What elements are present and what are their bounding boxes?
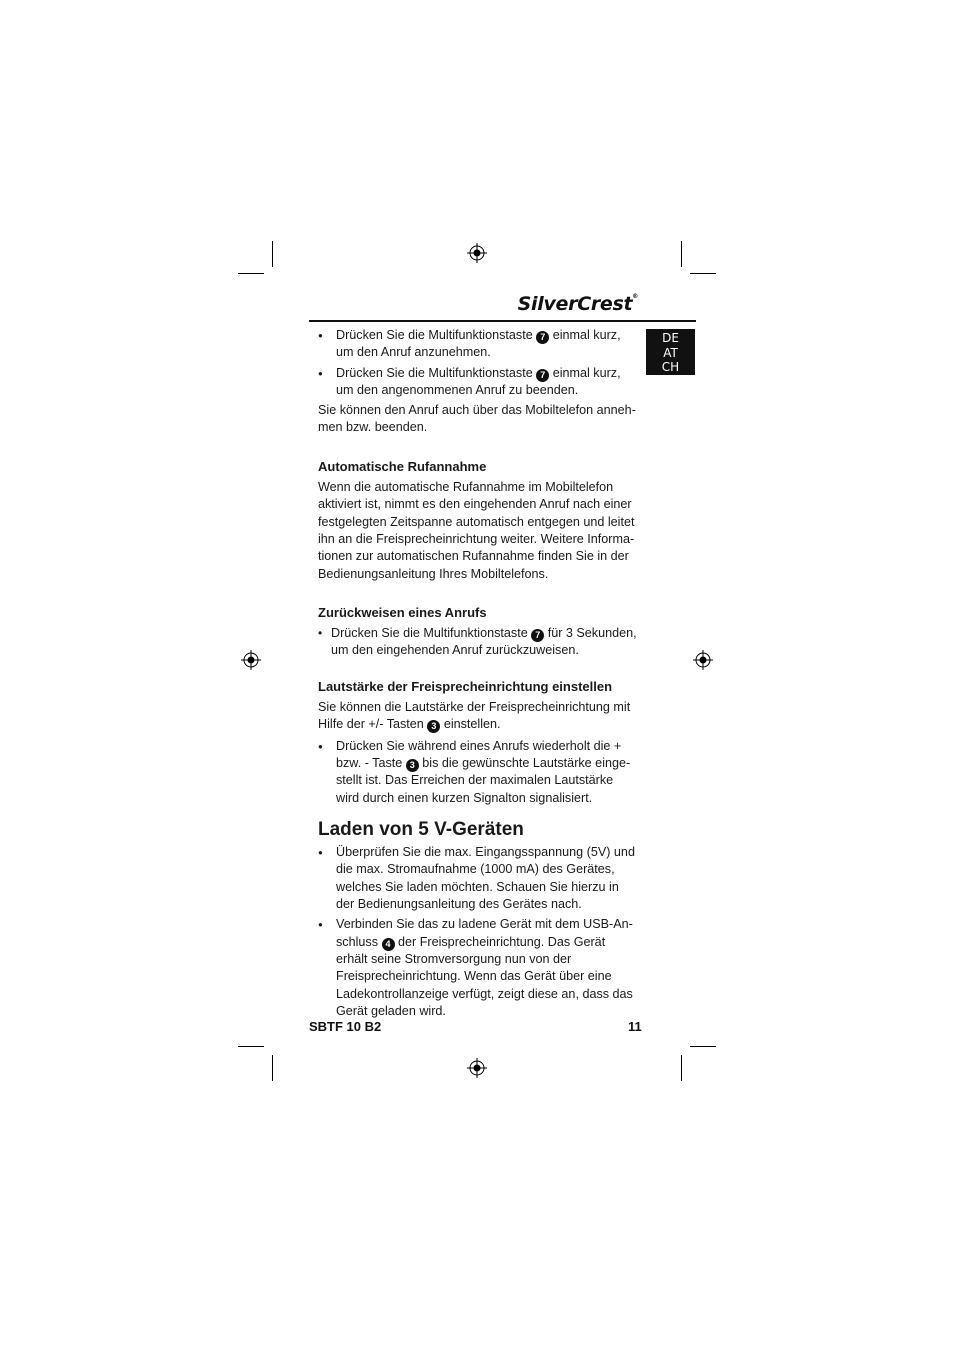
crop-mark <box>690 1046 716 1047</box>
part-number-badge: 7 <box>536 331 549 344</box>
trademark-symbol: ® <box>632 293 638 300</box>
crop-mark <box>238 1046 264 1047</box>
section-heading: Zurückweisen eines Anrufs <box>318 604 487 620</box>
brand-logo-text: SilverCrest <box>517 293 633 315</box>
header-rule <box>309 320 696 322</box>
registration-mark-icon <box>467 1058 487 1078</box>
registration-mark-icon <box>693 650 713 670</box>
registration-mark-icon <box>467 243 487 263</box>
part-number-badge: 4 <box>382 938 395 951</box>
brand-logo <box>500 293 638 315</box>
language-code: DE <box>662 331 679 345</box>
language-code: CH <box>661 360 680 374</box>
list-item: ● Drücken Sie die Multifunktionstaste 7 einmal kurz, um den angenommenen Anruf zu beenden. <box>318 365 638 400</box>
crop-mark <box>681 241 682 267</box>
paragraph: Wenn die automatische Rufannahme im Mobiltelefon aktiviert ist, nimmt es den eingehenden Anruf nach einer festgelegten Zeitspanne automatisch entgegen und leitet ihn an die Freisprecheinrichtung weiter. Weitere Informationen zur automatischen Rufannahme finden Sie in der Bedienungsanleitung Ihres Mobiltelefons. <box>318 480 635 581</box>
list-item: ● Drücken Sie während eines Anrufs wiederholt die + bzw. - Taste 3 bis die gewünschte Lautstärke eingestellt ist. Das Erreichen der maximalen Lautstärke wird durch einen kurzen Signalton signalisiert. <box>318 738 638 807</box>
crop-mark <box>690 273 716 274</box>
part-number-badge: 7 <box>536 369 549 382</box>
chapter-heading: Laden von 5 V-Geräten <box>318 818 524 840</box>
crop-mark <box>681 1055 682 1081</box>
paragraph: Sie können die Lautstärke der Freisprecheinrichtung mit Hilfe der +/- Tasten 3 einstellen. <box>318 700 631 732</box>
list-item: ● Drücken Sie die Multifunktionstaste 7 einmal kurz, um den Anruf anzunehmen. <box>318 327 638 362</box>
part-number-badge: 3 <box>427 720 440 733</box>
crop-mark <box>238 273 264 274</box>
language-code: AT <box>663 345 678 360</box>
part-number-badge: 3 <box>406 759 419 772</box>
list-item: • Drücken Sie die Multifunktionstaste 7 für 3 Sekunden, um den eingehenden Anruf zurückzuweisen. <box>318 625 638 660</box>
list-item: ● Verbinden Sie das zu ladene Gerät mit dem USB-Anschluss 4 der Freisprecheinrichtung. Das Gerät erhält seine Stromversorgung nun von der Freisprecheinrichtung. Wenn das Gerät über eine Ladekontrollanzeige verfügt, zeigt diese an, dass das Gerät geladen wird. <box>318 916 638 1020</box>
crop-mark <box>272 241 273 267</box>
section-heading: Automatische Rufannahme <box>318 458 487 474</box>
part-number-badge: 7 <box>531 629 544 642</box>
list-item: ● Überprüfen Sie die max. Eingangsspannung (5V) und die max. Stromaufnahme (1000 mA) des Gerätes, welches Sie laden möchten. Schauen Sie hierzu in der Bedienungsanleitung des Gerätes nach. <box>318 844 638 913</box>
page-number: 11 <box>628 1019 642 1034</box>
section-heading: Lautstärke der Freisprecheinrichtung einstellen <box>318 678 613 694</box>
main-content <box>318 327 638 1023</box>
crop-mark <box>272 1055 273 1081</box>
registration-mark-icon <box>241 650 261 670</box>
paragraph: Sie können den Anruf auch über das Mobiltelefon annehmen bzw. beenden. <box>318 403 636 435</box>
language-tab <box>646 329 695 375</box>
model-number: SBTF 10 B2 <box>309 1019 382 1034</box>
